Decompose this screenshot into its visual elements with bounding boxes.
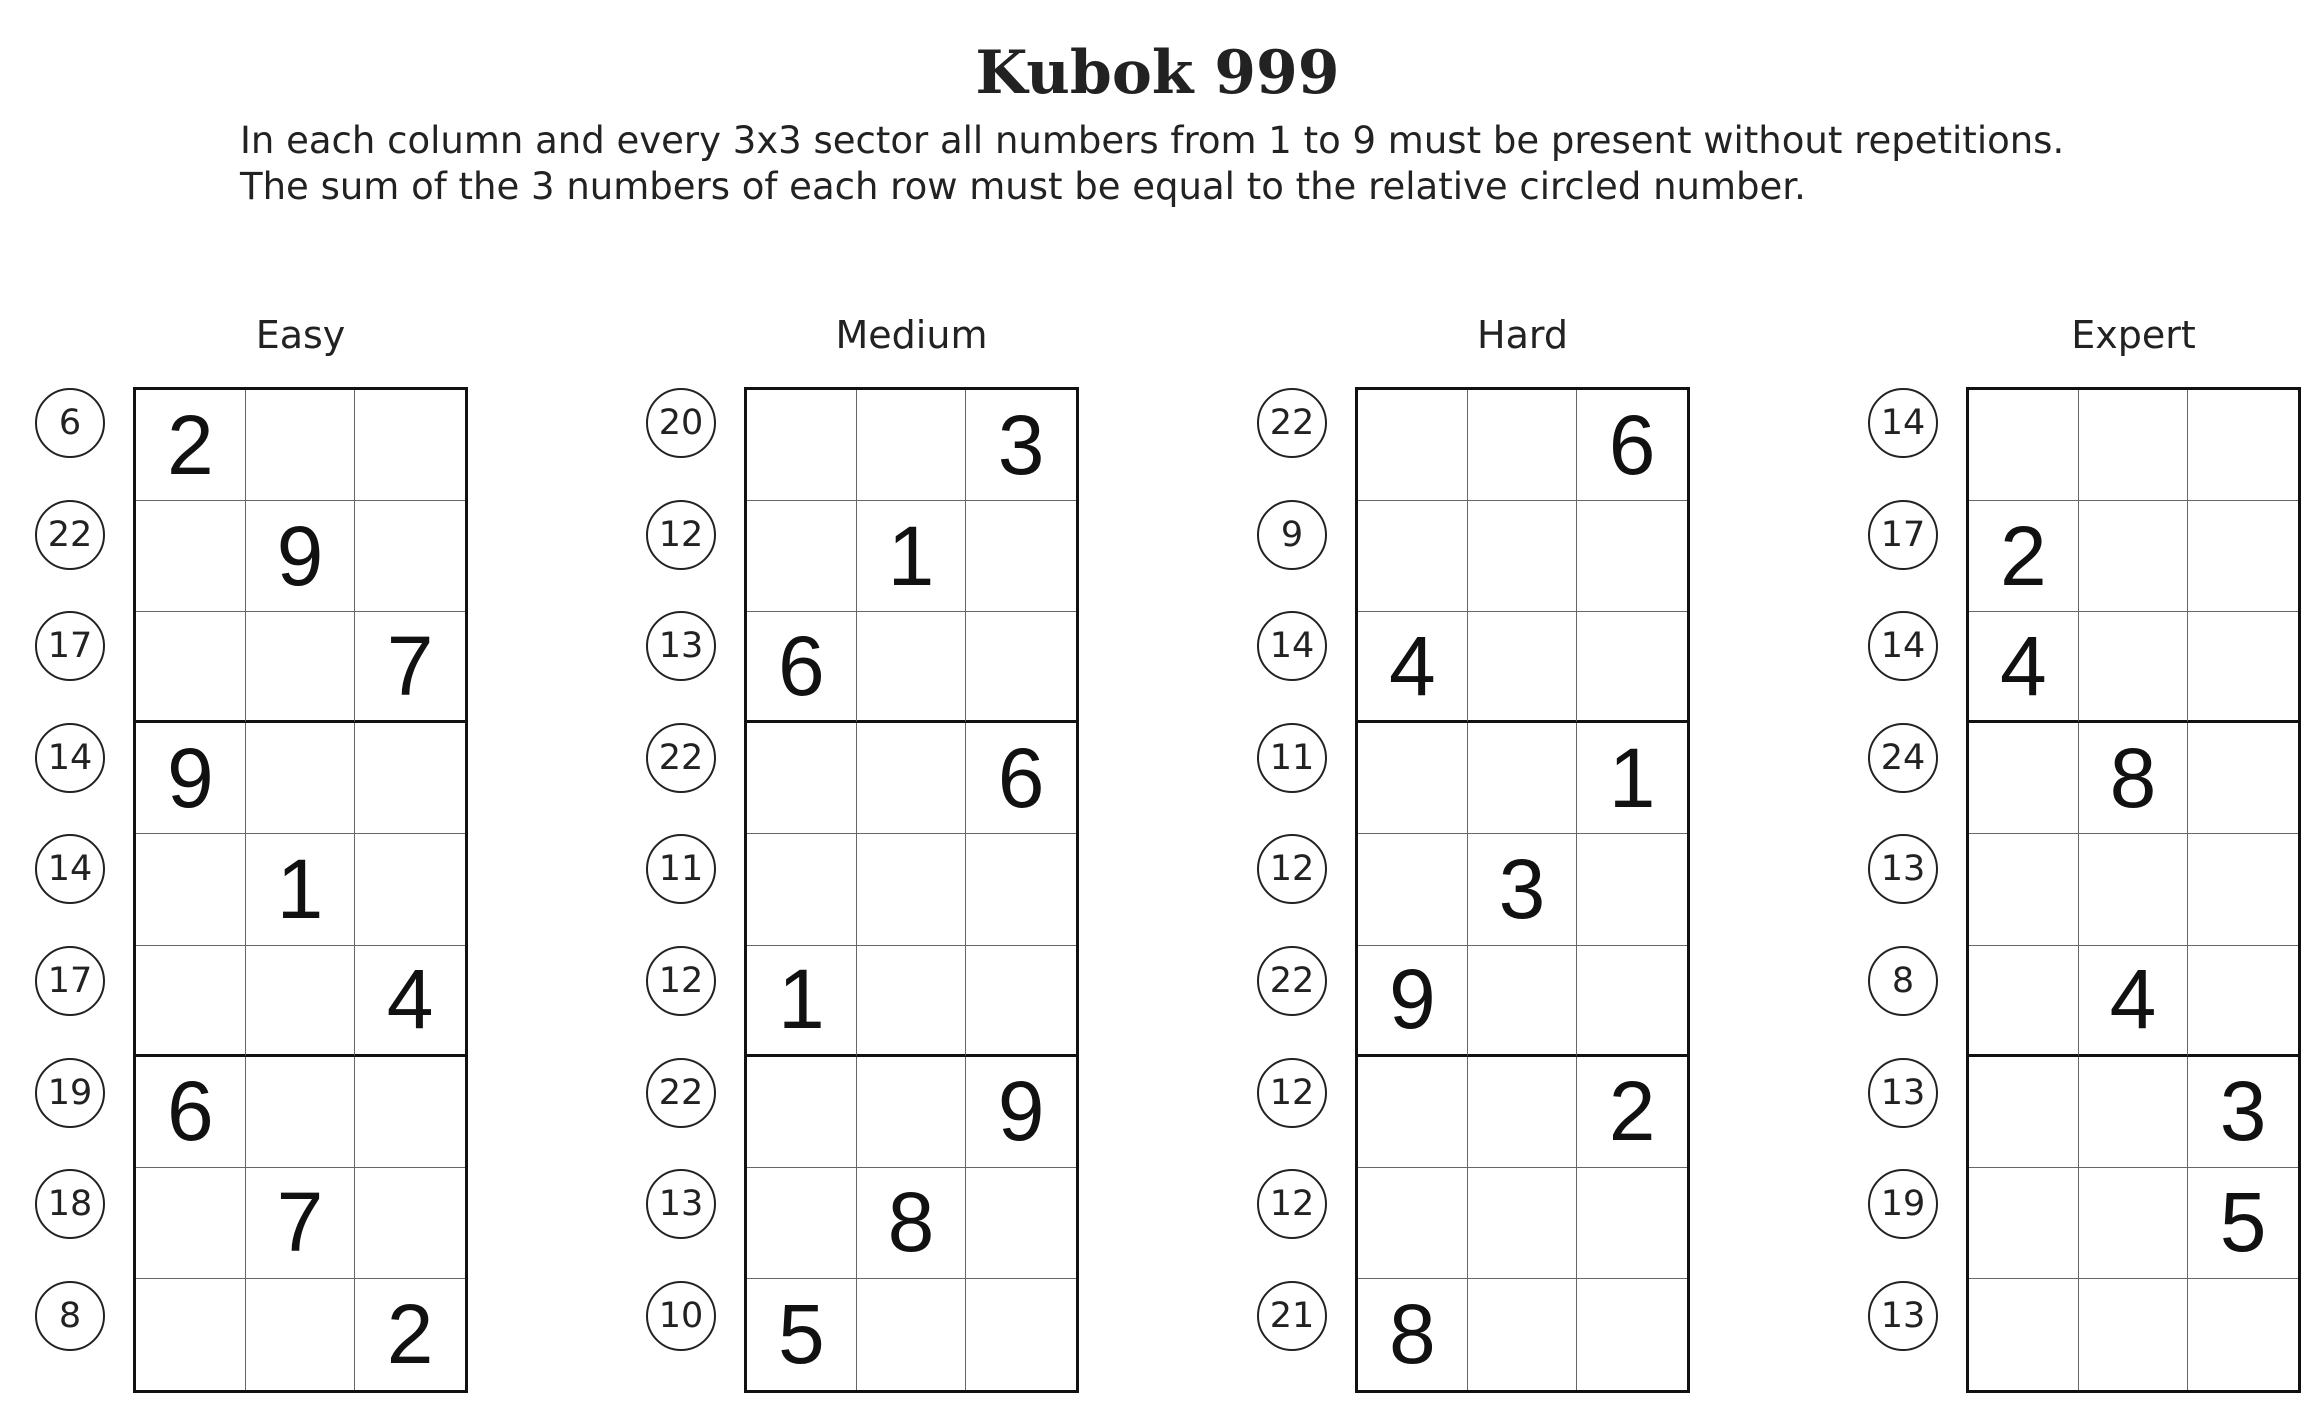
- row-sum-circle: 14: [1257, 611, 1327, 681]
- grid-cell[interactable]: [857, 1279, 967, 1390]
- grid-cell[interactable]: [1468, 946, 1578, 1057]
- page-title: Kubok 999: [975, 38, 1340, 108]
- grid-cell[interactable]: [1358, 390, 1468, 501]
- puzzle-label: Medium: [835, 313, 988, 357]
- grid-cell[interactable]: 6: [747, 612, 857, 723]
- grid-cell[interactable]: [1468, 390, 1578, 501]
- puzzle-label: Expert: [2071, 313, 2196, 357]
- grid-cell[interactable]: 6: [1577, 390, 1687, 501]
- instructions-line-1: In each column and every 3x3 sector all numbers from 1 to 9 must be present without repetitions.: [240, 119, 2065, 162]
- grid-cell[interactable]: [857, 612, 967, 723]
- puzzle-label: Hard: [1477, 313, 1568, 357]
- grid-cell[interactable]: [1358, 723, 1468, 834]
- grid-cell[interactable]: [1969, 1279, 2079, 1390]
- puzzle-grid: [744, 387, 1079, 1393]
- row-sum-circle: 9: [1257, 500, 1327, 570]
- grid-cell[interactable]: [857, 834, 967, 945]
- row-sum-circle: 12: [646, 946, 716, 1016]
- grid-cell[interactable]: [1468, 501, 1578, 612]
- row-sum-circle: 8: [1868, 946, 1938, 1016]
- row-sum-column: [646, 388, 720, 1392]
- grid-cell[interactable]: [246, 723, 356, 834]
- row-sum-circle: 22: [35, 500, 105, 570]
- grid-cell[interactable]: [355, 723, 465, 834]
- grid-cell[interactable]: 3: [2188, 1057, 2298, 1168]
- grid-cell[interactable]: 9: [246, 501, 356, 612]
- grid-cell[interactable]: 2: [1969, 501, 2079, 612]
- grid-cell[interactable]: [2188, 834, 2298, 945]
- grid-cell[interactable]: 5: [2188, 1168, 2298, 1279]
- puzzle-hard: [1257, 310, 1727, 1400]
- row-sum-circle: 13: [1868, 1281, 1938, 1351]
- grid-cell[interactable]: [966, 1279, 1076, 1390]
- row-sum-column: [1868, 388, 1942, 1392]
- grid-cell[interactable]: [747, 834, 857, 945]
- grid-cell[interactable]: [355, 501, 465, 612]
- grid-cell[interactable]: 7: [246, 1168, 356, 1279]
- row-sum-circle: 24: [1868, 723, 1938, 793]
- row-sum-circle: 14: [35, 834, 105, 904]
- grid-cell[interactable]: 1: [246, 834, 356, 945]
- grid-cell[interactable]: [355, 1168, 465, 1279]
- row-sum-circle: 12: [1257, 834, 1327, 904]
- grid-cell[interactable]: 3: [966, 390, 1076, 501]
- grid-cell[interactable]: 8: [2079, 723, 2189, 834]
- row-sum-circle: 19: [1868, 1169, 1938, 1239]
- puzzle-label: Easy: [255, 313, 346, 357]
- grid-cell[interactable]: 2: [1577, 1057, 1687, 1168]
- grid-cell[interactable]: [1468, 1168, 1578, 1279]
- grid-cell[interactable]: [2079, 612, 2189, 723]
- row-sum-circle: 20: [646, 388, 716, 458]
- grid-cell[interactable]: 9: [136, 723, 246, 834]
- grid-cell[interactable]: [136, 1279, 246, 1390]
- row-sum-circle: 17: [1868, 500, 1938, 570]
- row-sum-circle: 13: [1868, 834, 1938, 904]
- puzzle-easy: [35, 310, 505, 1400]
- grid-cell[interactable]: [1969, 1168, 2079, 1279]
- grid-cell[interactable]: [136, 1168, 246, 1279]
- grid-cell[interactable]: [2188, 1279, 2298, 1390]
- grid-cell[interactable]: [857, 723, 967, 834]
- row-sum-circle: 17: [35, 946, 105, 1016]
- grid-cell[interactable]: [1358, 1168, 1468, 1279]
- grid-cell[interactable]: [136, 946, 246, 1057]
- grid-cell[interactable]: 2: [136, 390, 246, 501]
- row-sum-circle: 22: [1257, 388, 1327, 458]
- grid-cell[interactable]: [2079, 1279, 2189, 1390]
- grid-cell[interactable]: [2188, 946, 2298, 1057]
- grid-cell[interactable]: [1969, 1057, 2079, 1168]
- grid-cell[interactable]: 3: [1468, 834, 1578, 945]
- grid-cell[interactable]: [2079, 1057, 2189, 1168]
- grid-cell[interactable]: 9: [1358, 946, 1468, 1057]
- grid-cell[interactable]: [1358, 1057, 1468, 1168]
- grid-cell[interactable]: [136, 834, 246, 945]
- grid-cell[interactable]: 4: [1358, 612, 1468, 723]
- grid-cell[interactable]: [2079, 1168, 2189, 1279]
- instructions-line-2: The sum of the 3 numbers of each row must be equal to the relative circled number.: [240, 165, 1806, 208]
- row-sum-circle: 22: [646, 723, 716, 793]
- row-sum-circle: 17: [35, 611, 105, 681]
- grid-cell[interactable]: 4: [2079, 946, 2189, 1057]
- row-sum-circle: 8: [35, 1281, 105, 1351]
- row-sum-circle: 14: [1868, 388, 1938, 458]
- grid-cell[interactable]: 6: [136, 1057, 246, 1168]
- grid-cell[interactable]: [747, 723, 857, 834]
- grid-cell[interactable]: 5: [747, 1279, 857, 1390]
- row-sum-circle: 10: [646, 1281, 716, 1351]
- puzzle-medium: [646, 310, 1116, 1400]
- row-sum-circle: 19: [35, 1058, 105, 1128]
- grid-cell[interactable]: [857, 1057, 967, 1168]
- row-sum-circle: 21: [1257, 1281, 1327, 1351]
- grid-cell[interactable]: [857, 946, 967, 1057]
- grid-cell[interactable]: [966, 834, 1076, 945]
- grid-cell[interactable]: [747, 501, 857, 612]
- grid-cell[interactable]: [2188, 501, 2298, 612]
- row-sum-circle: 6: [35, 388, 105, 458]
- grid-cell[interactable]: [966, 1168, 1076, 1279]
- grid-cell[interactable]: [1577, 501, 1687, 612]
- puzzle-grid: [1355, 387, 1690, 1393]
- grid-cell[interactable]: 4: [1969, 612, 2079, 723]
- puzzle-grid: [1966, 387, 2301, 1393]
- grid-cell[interactable]: [1358, 834, 1468, 945]
- grid-cell[interactable]: [1577, 1279, 1687, 1390]
- row-sum-circle: 18: [35, 1169, 105, 1239]
- grid-cell[interactable]: [246, 946, 356, 1057]
- grid-cell[interactable]: 9: [966, 1057, 1076, 1168]
- puzzle-grid: [133, 387, 468, 1393]
- row-sum-circle: 11: [1257, 723, 1327, 793]
- grid-cell[interactable]: [1358, 501, 1468, 612]
- grid-cell[interactable]: [2079, 390, 2189, 501]
- grid-cell[interactable]: [2079, 501, 2189, 612]
- grid-cell[interactable]: 6: [966, 723, 1076, 834]
- grid-cell[interactable]: [1468, 612, 1578, 723]
- row-sum-circle: 12: [646, 500, 716, 570]
- grid-cell[interactable]: 7: [355, 612, 465, 723]
- grid-cell[interactable]: [2079, 834, 2189, 945]
- grid-cell[interactable]: [966, 501, 1076, 612]
- grid-cell[interactable]: [355, 1057, 465, 1168]
- grid-cell[interactable]: 8: [1358, 1279, 1468, 1390]
- grid-cell[interactable]: [136, 612, 246, 723]
- puzzle-expert: [1868, 310, 2315, 1400]
- grid-cell[interactable]: [1468, 1279, 1578, 1390]
- grid-cell[interactable]: [1577, 612, 1687, 723]
- row-sum-circle: 13: [646, 1169, 716, 1239]
- row-sum-column: [1257, 388, 1331, 1392]
- row-sum-circle: 13: [1868, 1058, 1938, 1128]
- grid-cell[interactable]: 4: [355, 946, 465, 1057]
- grid-cell[interactable]: [966, 612, 1076, 723]
- grid-cell[interactable]: [246, 1279, 356, 1390]
- grid-cell[interactable]: [1468, 723, 1578, 834]
- grid-cell[interactable]: 1: [747, 946, 857, 1057]
- grid-cell[interactable]: [246, 390, 356, 501]
- grid-cell[interactable]: 2: [386, 1286, 434, 1381]
- row-sum-circle: 22: [646, 1058, 716, 1128]
- grid-cell[interactable]: [2188, 390, 2298, 501]
- grid-cell[interactable]: [2188, 612, 2298, 723]
- grid-cell[interactable]: [355, 834, 465, 945]
- grid-cell[interactable]: [966, 946, 1076, 1057]
- row-sum-circle: 12: [1257, 1058, 1327, 1128]
- grid-cell[interactable]: [747, 390, 857, 501]
- grid-cell[interactable]: [1577, 946, 1687, 1057]
- grid-cell[interactable]: [1577, 1168, 1687, 1279]
- grid-cell[interactable]: [1577, 834, 1687, 945]
- row-sum-circle: 14: [35, 723, 105, 793]
- grid-cell[interactable]: [1969, 390, 2079, 501]
- grid-cell[interactable]: [747, 1057, 857, 1168]
- grid-cell[interactable]: [246, 1057, 356, 1168]
- row-sum-circle: 22: [1257, 946, 1327, 1016]
- row-sum-column: [35, 388, 109, 1392]
- grid-cell[interactable]: 1: [1577, 723, 1687, 834]
- grid-cell[interactable]: 8: [857, 1168, 967, 1279]
- grid-cell[interactable]: 1: [857, 501, 967, 612]
- row-sum-circle: 12: [1257, 1169, 1327, 1239]
- grid-cell[interactable]: [857, 390, 967, 501]
- grid-cell[interactable]: [747, 1168, 857, 1279]
- grid-cell[interactable]: [1969, 834, 2079, 945]
- grid-cell[interactable]: [1969, 723, 2079, 834]
- grid-cell[interactable]: [136, 501, 246, 612]
- row-sum-circle: 13: [646, 611, 716, 681]
- row-sum-circle: 14: [1868, 611, 1938, 681]
- row-sum-circle: 11: [646, 834, 716, 904]
- grid-cell[interactable]: [355, 390, 465, 501]
- grid-cell[interactable]: [1969, 946, 2079, 1057]
- grid-cell[interactable]: [1468, 1057, 1578, 1168]
- grid-cell[interactable]: [246, 612, 356, 723]
- grid-cell[interactable]: [2188, 723, 2298, 834]
